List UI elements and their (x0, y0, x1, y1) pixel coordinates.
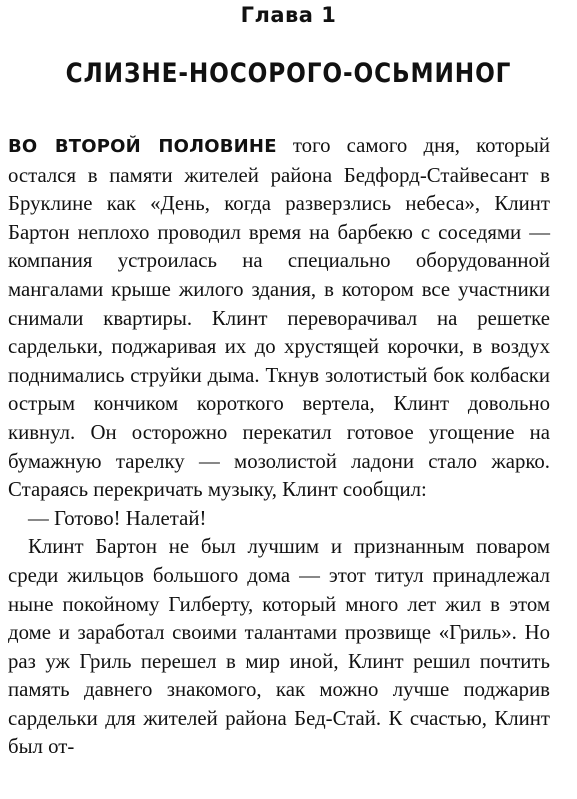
body-text (8, 132, 550, 762)
paragraph-1 (8, 132, 550, 505)
paragraph-3: Клинт Бартон не был лучшим и признанным поваром среди жильцов большого дома — этот титул принадлежал ныне покойному Гилберту, который много лет жил в этом доме и заработал своими талантами прозвище «Гриль». Но раз уж Гриль перешел в мир иной, Клинт решил почтить память давнего знакомого, как можно лучше поджарив сардельки для жителей района Бед-Стай. К счастью, Клинт был от- (8, 535, 550, 759)
paragraph-2: — Готово! Налетай! (28, 506, 207, 530)
lead-in: ВО ВТОРОЙ ПОЛОВИНЕ (8, 136, 277, 157)
chapter-title: СЛИЗНЕ-НОСОРОГО-ОСЬМИНОГ (65, 58, 512, 89)
chapter-label: Глава 1 (240, 3, 337, 27)
paragraph-1-text: того самого дня, который остался в памяти жителей района Бедфорд-Стайвесант в Бруклине как «День, когда разверзлись небеса», Клинт Бартон неплохо проводил время на барбекю с соседями — компания устроилась на специально оборудованной мангалами крыше жилого здания, в котором все участники снимали квартиры. Клинт переворачивал на решетке сардельки, поджаривая их до хрустящей корочки, в воздух поднимались струйки дыма. Ткнув золотистый бок колбаски острым кончиком короткого вертела, Клинт довольно кивнул. Он осторожно перекатил готовое угощение на бумажную тарелку — мозолистой ладони стало жарко. Стараясь перекричать музыку, Клинт сообщил: (8, 134, 551, 502)
